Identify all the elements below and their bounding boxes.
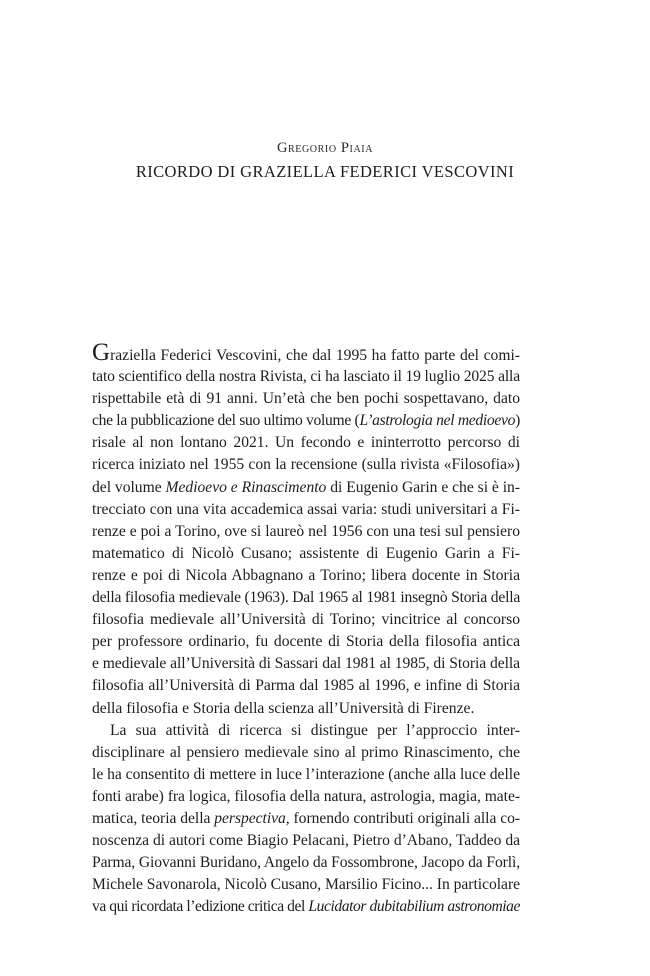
paragraph-1 (92, 339, 521, 720)
text-line: filosofia all’Università di Parma dal 1985 al 1996, e infine di Storia (92, 677, 520, 695)
text-line: va qui ricordata l’edizione critica del Lucidator dubitabilium astronomiae (92, 898, 521, 916)
text-line: renze e poi a Torino, ove si laureò nel 1956 con una tesi sul pensiero (92, 522, 520, 540)
book-title: Medioevo e Rinascimento (165, 478, 327, 496)
text-line: tato scientifico della nostra Rivista, ci ha lasciato il 19 luglio 2025 alla (92, 368, 520, 386)
text-line: noscenza di autori come Biagio Pelacani, Pietro d’Abano, Taddeo da (92, 832, 521, 850)
text-line: che la pubblicazione del suo ultimo volume (L’astrologia nel medioevo) (92, 412, 521, 430)
article-author: Gregorio Piaia (276, 140, 374, 156)
text-line: trecciato con una vita accademica assai varia: studi universitari a Fi- (92, 500, 520, 518)
text-line: disciplinare al pensiero medievale sino al primo Rinascimento, che (92, 743, 520, 761)
article-body (92, 339, 521, 918)
text-line: renze e poi di Nicola Abbagnano a Torino; libera docente in Storia (92, 566, 520, 584)
drop-cap: G (92, 339, 111, 366)
book-title: L’astrologia nel medioevo (359, 412, 516, 430)
text-line: fonti arabe) fra logica, filosofia della natura, astrologia, magia, mate- (92, 787, 520, 805)
text-line: le ha consentito di mettere in luce l’interazione (anche alla luce delle (92, 765, 520, 783)
text-line: della filosofia medievale (1963). Dal 1965 al 1981 insegnò Storia della (92, 589, 521, 607)
article-title: RICORDO DI GRAZIELLA FEDERICI VESCOVINI (135, 162, 515, 181)
text-line: risale al non lontano 2021. Un fecondo e ininterrotto percorso di (92, 434, 520, 452)
text-line: matematico di Nicolò Cusano; assistente di Eugenio Garin a Fi- (92, 544, 520, 562)
text-line: Parma, Giovanni Buridano, Angelo da Fossombrone, Jacopo da Forlì, (92, 854, 521, 872)
text-line: per professore ordinario, fu docente di Storia della filosofia antica (92, 633, 520, 651)
text-line: ricerca iniziato nel 1955 con la recensione (sulla rivista «Filosofia») (92, 456, 520, 474)
text-line: Michele Savonarola, Nicolò Cusano, Marsilio Ficino... In particolare (92, 876, 521, 894)
text-line: del volume Medioevo e Rinascimento di Eugenio Garin e che si è in- (92, 478, 520, 496)
italic-term: perspectiva, (214, 809, 290, 827)
text-line: e medievale all’Università di Sassari dal 1981 al 1985, di Storia della (92, 655, 520, 673)
text-line: della filosofia e Storia della scienza all’Università di Firenze. (92, 699, 475, 717)
text-line: matica, teoria della perspectiva, fornendo contributi originali alla co- (92, 809, 521, 827)
text-line: La sua attività di ricerca si distingue per l’approccio inter- (110, 721, 520, 739)
book-title: Lucidator dubitabilium astronomiae (308, 898, 521, 916)
text-line: rispettabile età di 91 anni. Un’età che ben pochi sospettavano, dato (92, 390, 520, 408)
text-line: Graziella Federici Vescovini, che dal 1995 ha fatto parte del comi- (92, 339, 520, 366)
paragraph-2 (92, 720, 520, 919)
text-line: filosofia medievale all’Università di Torino; vincitrice al concorso (92, 611, 520, 629)
